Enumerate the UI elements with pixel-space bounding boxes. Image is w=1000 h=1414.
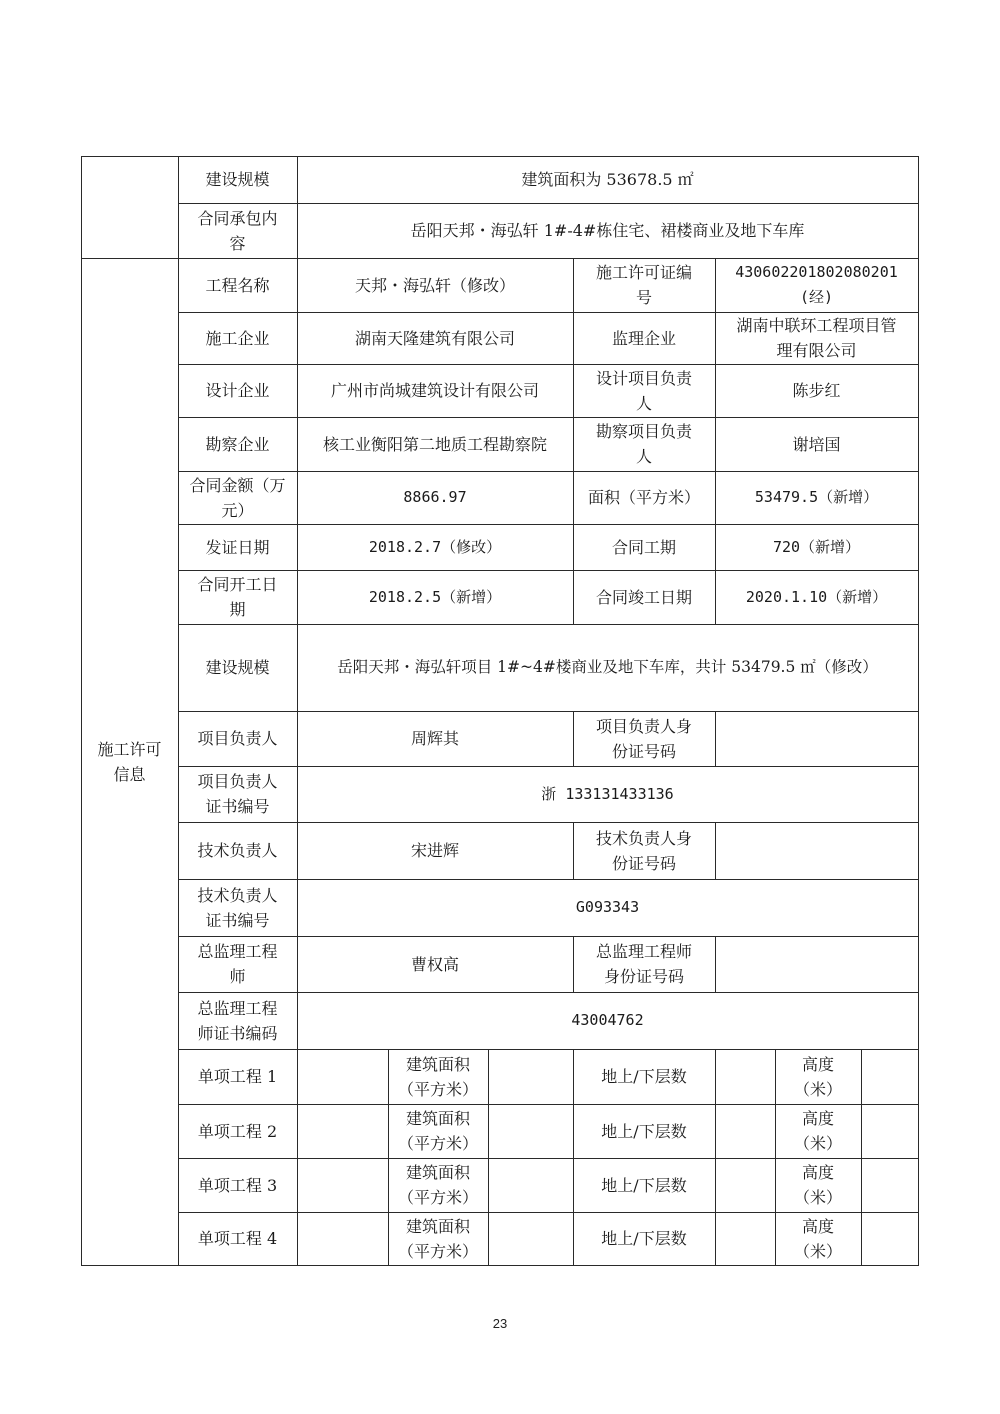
- start-date-label: 合同开工日 期: [197, 575, 278, 619]
- contract-scope-label: 合同承包内 容: [197, 208, 278, 253]
- contract-duration-label: 合同工期: [611, 537, 676, 557]
- contract-amount-value: 8866.97: [403, 488, 467, 506]
- design-lead-label: 设计项目负责 人: [595, 368, 692, 413]
- build-scale-value: 岳阳天邦・海弘轩项目 1#~4#楼商业及地下车库，共计 53479.5 ㎡（修改）: [337, 658, 878, 676]
- contract-amount-label: 合同金额（万 元）: [189, 475, 286, 520]
- unit-area-label: 建筑面积 （平方米）: [397, 1216, 478, 1261]
- issue-date-value: 2018.2.7（修改）: [368, 537, 502, 556]
- survey-lead-value: 谢培国: [792, 434, 841, 454]
- design-company-value: 广州市尚城建筑设计有限公司: [330, 381, 539, 400]
- design-lead-value: 陈步红: [792, 381, 841, 400]
- build-scale-label: 建设规模: [205, 658, 270, 677]
- unit-project-label: 单项工程 3: [197, 1175, 278, 1195]
- unit-project-label: 单项工程 4: [197, 1229, 278, 1248]
- permit-number-label: 施工许可证编 号: [595, 263, 692, 307]
- construction-scale-label: 建设规模: [205, 170, 270, 189]
- survey-lead-label: 勘察项目负责 人: [595, 422, 692, 466]
- start-date-value: 2018.2.5（新增）: [368, 587, 502, 606]
- chief-supervisor-id-label: 总监理工程师 身份证号码: [595, 942, 692, 986]
- unit-height-label: 高度 （米）: [793, 1054, 842, 1099]
- table-rule: [81, 1265, 919, 1266]
- page-number: 23: [492, 1316, 508, 1331]
- project-manager-cert-value: 浙 133131433136: [541, 784, 674, 803]
- unit-floors-label: 地上/下层数: [601, 1229, 687, 1248]
- unit-floors-label: 地上/下层数: [601, 1121, 687, 1141]
- unit-area-label: 建筑面积 （平方米）: [397, 1109, 478, 1153]
- permit-number-value: 430602201802080201 (经): [735, 263, 898, 306]
- unit-height-label: 高度 （米）: [793, 1163, 842, 1207]
- end-date-label: 合同竣工日期: [595, 587, 692, 607]
- supervisor-value: 湖南中联环工程项目管 理有限公司: [736, 316, 897, 360]
- chief-supervisor-cert-value: 43004762: [571, 1011, 644, 1029]
- tech-lead-id-label: 技术负责人身 份证号码: [595, 828, 692, 873]
- project-name-value: 天邦・海弘轩（修改）: [354, 275, 515, 295]
- tech-lead-value: 宋进辉: [410, 841, 459, 860]
- project-manager-id-label: 项目负责人身 份证号码: [595, 716, 692, 761]
- supervisor-label: 监理企业: [611, 328, 676, 348]
- project-manager-id-value: [715, 711, 918, 766]
- construction-permit-table: [81, 156, 919, 1266]
- project-manager-label: 项目负责人: [197, 729, 278, 748]
- unit-floors-label: 地上/下层数: [601, 1067, 687, 1086]
- tech-lead-id-value: [715, 822, 918, 879]
- tech-lead-cert-label: 技术负责人 证书编号: [197, 885, 278, 930]
- project-manager-value: 周辉其: [410, 729, 459, 748]
- unit-height-label: 高度 （米）: [793, 1109, 842, 1153]
- project-name-label: 工程名称: [205, 275, 270, 295]
- survey-company-label: 勘察企业: [205, 434, 270, 454]
- survey-company-value: 核工业衡阳第二地质工程勘察院: [322, 434, 547, 454]
- issue-date-label: 发证日期: [205, 537, 270, 557]
- table-rule: [861, 1049, 862, 1266]
- design-company-label: 设计企业: [205, 381, 270, 400]
- contract-duration-value: 720（新增）: [772, 537, 861, 556]
- unit-project-label: 单项工程 2: [197, 1121, 278, 1141]
- unit-height-label: 高度 （米）: [793, 1216, 842, 1261]
- unit-area-label: 建筑面积 （平方米）: [397, 1054, 478, 1099]
- tech-lead-label: 技术负责人: [197, 841, 278, 860]
- table-rule: [918, 156, 919, 1266]
- table-rule: [488, 1049, 489, 1266]
- area-value: 53479.5（新增）: [754, 488, 879, 506]
- permit-section-label: 施工许可 信息: [97, 739, 162, 784]
- end-date-value: 2020.1.10（新增）: [745, 587, 888, 606]
- chief-supervisor-id-value: [715, 936, 918, 992]
- contractor-value: 湖南天隆建筑有限公司: [354, 328, 515, 348]
- contractor-label: 施工企业: [205, 328, 270, 348]
- chief-supervisor-label: 总监理工程 师: [197, 942, 278, 986]
- chief-supervisor-value: 曹权高: [410, 954, 459, 974]
- contract-scope-value: 岳阳天邦・海弘轩 1#-4#栋住宅、裙楼商业及地下车库: [410, 221, 805, 240]
- tech-lead-cert-value: G093343: [575, 898, 640, 916]
- construction-scale-value: 建筑面积为 53678.5 ㎡: [521, 170, 694, 189]
- project-manager-cert-label: 项目负责人 证书编号: [197, 772, 278, 816]
- unit-floors-label: 地上/下层数: [601, 1175, 687, 1195]
- chief-supervisor-cert-label: 总监理工程 师证书编码: [197, 998, 278, 1043]
- unit-area-label: 建筑面积 （平方米）: [397, 1163, 478, 1207]
- unit-project-label: 单项工程 1: [197, 1067, 278, 1086]
- area-label: 面积（平方米）: [587, 488, 700, 507]
- table-rule: [715, 1049, 716, 1266]
